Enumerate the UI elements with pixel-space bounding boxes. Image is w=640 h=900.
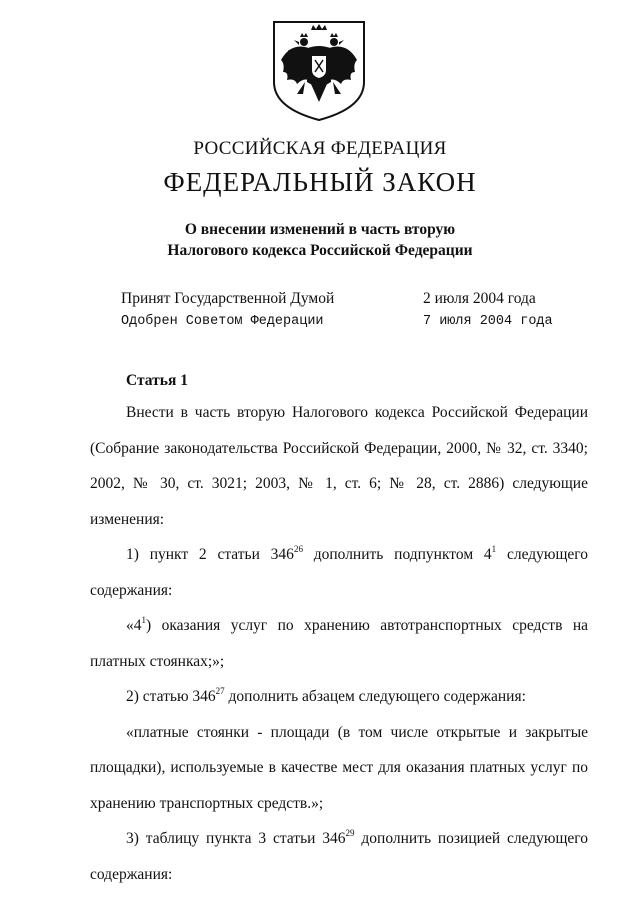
council-date: 7 июля 2004 года xyxy=(423,314,553,329)
duma-label: Принят Государственной Думой xyxy=(121,290,335,307)
amendment-quote-1: «$4^1$) оказания услуг по хранению автотранспортных средств на платных стоянках;»; xyxy=(90,615,588,670)
law-title-line-1: О внесении изменений в часть вторую xyxy=(184,221,456,238)
article-body xyxy=(90,395,588,892)
article-heading: Статья 1 xyxy=(126,372,188,389)
council-label: Одобрен Советом Федерации xyxy=(121,314,324,329)
law-title xyxy=(0,219,640,261)
duma-date: 2 июля 2004 года xyxy=(423,290,536,307)
amendment-item-1: 1) пункт 2 статьи $346^{26}$ дополнить подпунктом $4^1$ следующего содержания: xyxy=(90,544,588,599)
document-type: ФЕДЕРАЛЬНЫЙ ЗАКОН xyxy=(163,167,477,197)
law-title-line-2: Налогового кодекса Российской Федерации xyxy=(167,242,473,259)
coat-of-arms-emblem xyxy=(271,20,367,122)
article-intro-paragraph: Внести в часть вторую Налогового кодекса Российской Федерации (Собрание законодательства Российской Федерации, 2000, № 32, ст. 3340; 2002, № 30, ст. 3021; 2003, № 1, ст. 6; № 28, ст. 2886) следующие изменения: xyxy=(90,404,588,528)
country-name: РОССИЙСКАЯ ФЕДЕРАЦИЯ xyxy=(193,138,447,159)
amendment-item-3: 3) таблицу пункта 3 статьи $346^{29}$ дополнить позицией следующего содержания: xyxy=(90,828,589,883)
amendment-item-2: 2) статью $346^{27}$ дополнить абзацем следующего содержания: xyxy=(126,686,526,705)
amendment-quote-2: «платные стоянки - площади (в том числе открытые и закрытые площадки), используемые в качестве мест для оказания платных услуг по хранению транспортных средств.»; xyxy=(90,723,588,812)
